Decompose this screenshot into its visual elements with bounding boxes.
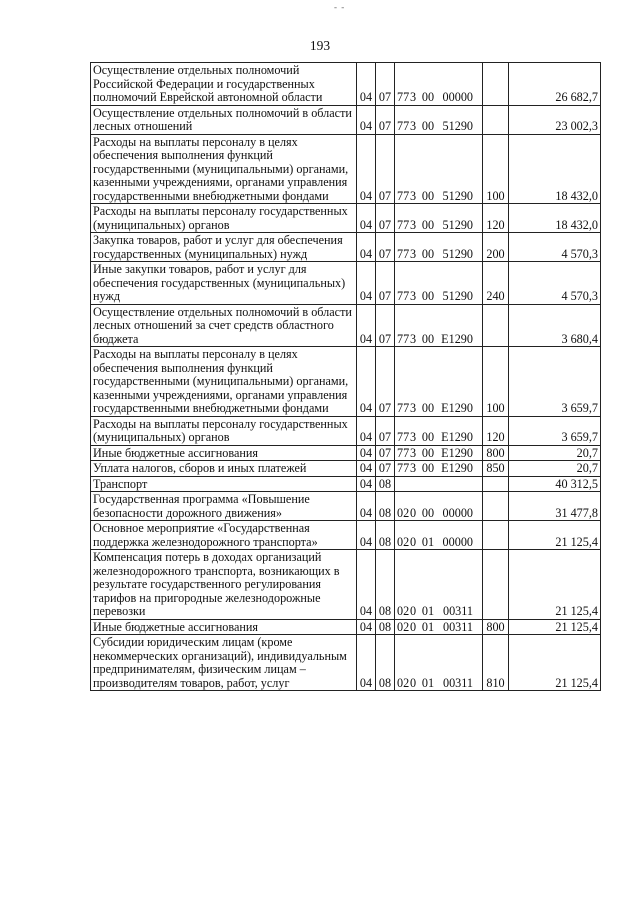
subsection-code-cell: 07 <box>376 134 395 204</box>
page-number: 193 <box>309 38 331 53</box>
amount-cell: 3 659,7 <box>509 416 601 445</box>
row-name-cell: Транспорт <box>91 476 357 492</box>
target-code-cell <box>395 492 483 521</box>
target-code-program: 02 <box>397 505 410 520</box>
target-code-cell <box>395 262 483 305</box>
target-code-program: 77 <box>397 246 410 261</box>
target-code-cell <box>395 63 483 106</box>
target-code-cell <box>395 476 483 492</box>
section-code-cell: 04 <box>357 416 376 445</box>
section-code-cell: 04 <box>357 461 376 477</box>
amount-cell: 40 312,5 <box>509 476 601 492</box>
target-code-subprogram: 3 <box>409 90 417 104</box>
target-code-subprogram: 3 <box>409 401 417 415</box>
target-code-subprogram: 3 <box>409 331 417 346</box>
row-name-cell: Иные бюджетные ассигнования <box>91 619 357 635</box>
target-code-event: 00 <box>421 505 435 520</box>
row-name-cell: Уплата налогов, сборов и иных платежей <box>91 461 357 477</box>
expense-type-cell: 100 <box>483 347 509 417</box>
target-code-cell <box>395 445 483 461</box>
target-code-program: 02 <box>397 619 410 634</box>
expense-type-cell <box>483 304 509 347</box>
table-row <box>91 105 601 134</box>
target-code-direction: 00000 <box>442 534 473 549</box>
table-row <box>91 476 601 492</box>
target-code-direction: 51290 <box>442 119 473 133</box>
amount-cell: 21 125,4 <box>509 635 601 691</box>
subsection-code-cell: 07 <box>376 233 395 262</box>
table-row <box>91 416 601 445</box>
target-code-event: 01 <box>421 619 435 634</box>
target-code-event: 00 <box>421 461 435 475</box>
section-code-cell: 04 <box>357 262 376 305</box>
section-code-cell: 04 <box>357 233 376 262</box>
target-code-subprogram: 0 <box>409 505 417 520</box>
target-code-cell <box>395 521 483 550</box>
table-row <box>91 550 601 620</box>
table-row <box>91 445 601 461</box>
budget-table <box>90 62 601 691</box>
row-name-cell: Расходы на выплаты персоналу в целях обеспечения выполнения функций государственными (муниципальными) органами, казенными учреждениями, органами управления государственными внебюджетными фондами <box>91 347 357 417</box>
target-code-event: 00 <box>421 445 435 460</box>
row-name-cell: Субсидии юридическим лицам (кроме некоммерческих организаций), индивидуальным предпринимателям, физическим лицам – производителям товаров, работ, услуг <box>91 635 357 691</box>
target-code-subprogram: 3 <box>409 119 417 133</box>
amount-cell: 21 125,4 <box>509 521 601 550</box>
subsection-code-cell: 07 <box>376 63 395 106</box>
amount-cell: 26 682,7 <box>509 63 601 106</box>
target-code-direction: 00311 <box>442 619 473 634</box>
section-code-cell: 04 <box>357 476 376 492</box>
target-code-cell <box>395 233 483 262</box>
subsection-code-cell: 08 <box>376 476 395 492</box>
target-code-event: 00 <box>421 289 435 303</box>
target-code-subprogram: 3 <box>409 217 417 232</box>
subsection-code-cell: 07 <box>376 347 395 417</box>
row-name-cell: Основное мероприятие «Государственная поддержка железнодорожного транспорта» <box>91 521 357 550</box>
expense-type-cell: 850 <box>483 461 509 477</box>
row-name-cell: Осуществление отдельных полномочий Российской Федерации и государственных полномочий Еврейской автономной области <box>91 63 357 106</box>
target-code-cell <box>395 105 483 134</box>
expense-type-cell: 120 <box>483 204 509 233</box>
table-row <box>91 492 601 521</box>
table-row <box>91 635 601 691</box>
amount-cell: 23 002,3 <box>509 105 601 134</box>
target-code-event: 00 <box>421 430 435 444</box>
target-code-direction: Е1290 <box>441 430 473 444</box>
target-code-event: 00 <box>421 217 435 232</box>
target-code-event: 00 <box>421 401 435 415</box>
section-code-cell: 04 <box>357 445 376 461</box>
subsection-code-cell: 08 <box>376 619 395 635</box>
target-code-cell <box>395 204 483 233</box>
target-code-direction: Е1290 <box>441 331 473 346</box>
subsection-code-cell: 07 <box>376 416 395 445</box>
amount-cell: 20,7 <box>509 461 601 477</box>
amount-cell: 21 125,4 <box>509 619 601 635</box>
row-name-cell: Иные закупки товаров, работ и услуг для обеспечения государственных (муниципальных) нужд <box>91 262 357 305</box>
section-code-cell: 04 <box>357 619 376 635</box>
table-row <box>91 233 601 262</box>
target-code-subprogram: 3 <box>409 461 417 475</box>
target-code-event: 00 <box>421 246 435 261</box>
amount-cell: 3 659,7 <box>509 347 601 417</box>
target-code-direction: Е1290 <box>441 401 473 415</box>
table-row <box>91 461 601 477</box>
target-code-direction: 51290 <box>442 188 473 203</box>
section-code-cell: 04 <box>357 63 376 106</box>
target-code-program: 77 <box>397 119 410 133</box>
row-name-cell: Компенсация потерь в доходах организаций железнодорожного транспорта, возникающих в результате государственного регулирования тарифов на пригородные железнодорожные перевозки <box>91 550 357 620</box>
amount-cell: 4 570,3 <box>509 233 601 262</box>
section-code-cell: 04 <box>357 492 376 521</box>
subsection-code-cell: 08 <box>376 521 395 550</box>
target-code-program: 77 <box>397 289 410 303</box>
table-row <box>91 304 601 347</box>
expense-type-cell: 800 <box>483 619 509 635</box>
target-code-event: 00 <box>421 331 435 346</box>
target-code-program: 77 <box>397 331 410 346</box>
row-name-cell: Расходы на выплаты персоналу государственных (муниципальных) органов <box>91 416 357 445</box>
expense-type-cell: 120 <box>483 416 509 445</box>
target-code-event: 00 <box>421 119 435 133</box>
table-row <box>91 619 601 635</box>
target-code-subprogram: 3 <box>409 289 417 303</box>
target-code-subprogram: 3 <box>409 430 417 444</box>
target-code-event: 01 <box>421 604 435 618</box>
target-code-program: 02 <box>397 604 410 618</box>
target-code-subprogram: 3 <box>409 445 417 460</box>
table-row <box>91 63 601 106</box>
target-code-cell <box>395 550 483 620</box>
target-code-program: 02 <box>397 534 410 549</box>
amount-cell: 20,7 <box>509 445 601 461</box>
target-code-direction: 00311 <box>442 675 473 690</box>
amount-cell: 3 680,4 <box>509 304 601 347</box>
amount-cell: 31 477,8 <box>509 492 601 521</box>
subsection-code-cell: 08 <box>376 550 395 620</box>
row-name-cell: Государственная программа «Повышение безопасности дорожного движения» <box>91 492 357 521</box>
amount-cell: 18 432,0 <box>509 204 601 233</box>
section-code-cell: 04 <box>357 134 376 204</box>
target-code-subprogram: 0 <box>409 604 417 618</box>
target-code-program: 77 <box>397 461 410 475</box>
target-code-event: 00 <box>421 90 435 104</box>
target-code-event: 00 <box>421 188 435 203</box>
scan-mark: - - <box>334 2 346 12</box>
table-row <box>91 347 601 417</box>
row-name-cell: Расходы на выплаты персоналу государственных (муниципальных) органов <box>91 204 357 233</box>
target-code-program: 77 <box>397 445 410 460</box>
target-code-subprogram: 3 <box>409 246 417 261</box>
subsection-code-cell: 08 <box>376 635 395 691</box>
subsection-code-cell: 07 <box>376 105 395 134</box>
target-code-program: 02 <box>397 675 410 690</box>
expense-type-cell <box>483 492 509 521</box>
target-code-direction: 51290 <box>442 289 473 303</box>
target-code-direction: 00000 <box>442 90 473 104</box>
subsection-code-cell: 07 <box>376 304 395 347</box>
target-code-program: 77 <box>397 217 410 232</box>
expense-type-cell <box>483 63 509 106</box>
section-code-cell: 04 <box>357 347 376 417</box>
target-code-direction: 00311 <box>442 604 473 618</box>
row-name-cell: Осуществление отдельных полномочий в области лесных отношений <box>91 105 357 134</box>
expense-type-cell <box>483 105 509 134</box>
target-code-direction: 51290 <box>442 217 473 232</box>
target-code-cell <box>395 134 483 204</box>
expense-type-cell: 100 <box>483 134 509 204</box>
subsection-code-cell: 07 <box>376 461 395 477</box>
amount-cell: 21 125,4 <box>509 550 601 620</box>
target-code-event: 01 <box>421 675 435 690</box>
section-code-cell: 04 <box>357 635 376 691</box>
row-name-cell: Иные бюджетные ассигнования <box>91 445 357 461</box>
amount-cell: 18 432,0 <box>509 134 601 204</box>
target-code-cell <box>395 347 483 417</box>
target-code-direction: Е1290 <box>441 445 473 460</box>
table-row <box>91 134 601 204</box>
expense-type-cell <box>483 521 509 550</box>
expense-type-cell <box>483 476 509 492</box>
target-code-cell <box>395 619 483 635</box>
section-code-cell: 04 <box>357 521 376 550</box>
target-code-program: 77 <box>397 430 410 444</box>
target-code-subprogram: 0 <box>409 675 417 690</box>
row-name-cell: Расходы на выплаты персоналу в целях обеспечения выполнения функций государственными (муниципальными) органами, казенными учреждениями, органами управления государственными внебюджетными фондами <box>91 134 357 204</box>
target-code-direction: Е1290 <box>441 461 473 475</box>
target-code-program: 77 <box>397 188 410 203</box>
target-code-program: 77 <box>397 401 410 415</box>
section-code-cell: 04 <box>357 550 376 620</box>
amount-cell: 4 570,3 <box>509 262 601 305</box>
target-code-cell <box>395 635 483 691</box>
target-code-subprogram: 0 <box>409 534 417 549</box>
expense-type-cell <box>483 550 509 620</box>
row-name-cell: Закупка товаров, работ и услуг для обеспечения государственных (муниципальных) нужд <box>91 233 357 262</box>
section-code-cell: 04 <box>357 105 376 134</box>
target-code-cell <box>395 416 483 445</box>
target-code-event: 01 <box>421 534 435 549</box>
expense-type-cell: 200 <box>483 233 509 262</box>
budget-table-body <box>91 63 601 691</box>
expense-type-cell: 800 <box>483 445 509 461</box>
table-row <box>91 204 601 233</box>
table-row <box>91 521 601 550</box>
target-code-subprogram: 3 <box>409 188 417 203</box>
expense-type-cell: 810 <box>483 635 509 691</box>
subsection-code-cell: 07 <box>376 262 395 305</box>
table-row <box>91 262 601 305</box>
target-code-program: 77 <box>397 90 410 104</box>
subsection-code-cell: 08 <box>376 492 395 521</box>
target-code-cell <box>395 461 483 477</box>
target-code-direction: 51290 <box>442 246 473 261</box>
target-code-subprogram: 0 <box>409 619 417 634</box>
target-code-cell <box>395 304 483 347</box>
subsection-code-cell: 07 <box>376 445 395 461</box>
target-code-direction: 00000 <box>442 505 473 520</box>
row-name-cell: Осуществление отдельных полномочий в области лесных отношений за счет средств областного бюджета <box>91 304 357 347</box>
expense-type-cell: 240 <box>483 262 509 305</box>
subsection-code-cell: 07 <box>376 204 395 233</box>
section-code-cell: 04 <box>357 204 376 233</box>
section-code-cell: 04 <box>357 304 376 347</box>
